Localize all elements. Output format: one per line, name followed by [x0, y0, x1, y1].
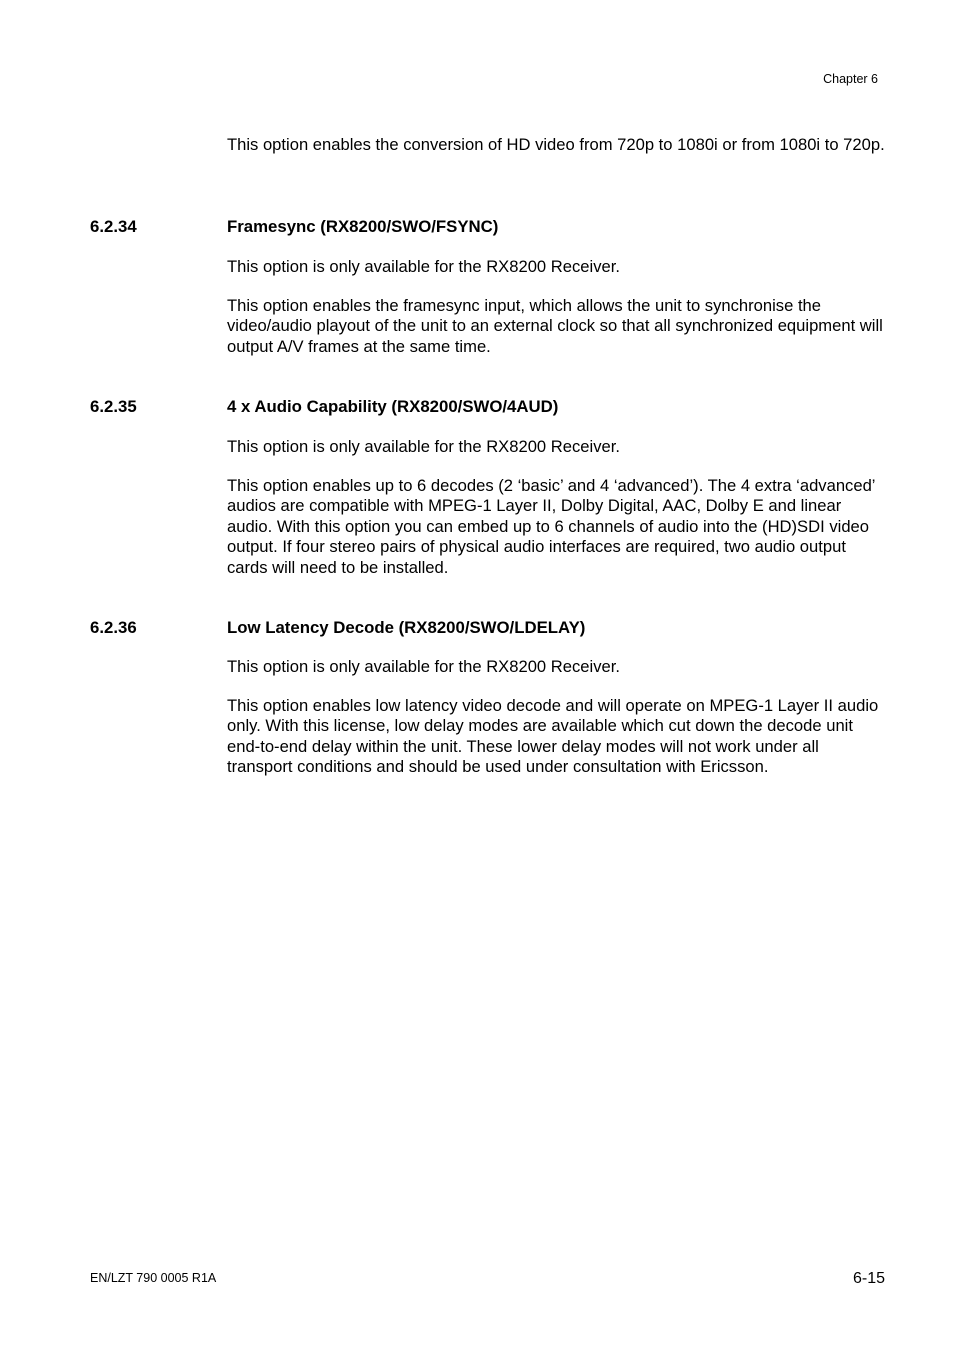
section-paragraph: This option is only available for the RX8200 Receiver. — [227, 257, 620, 276]
footer-page-number: 6-15 — [852, 1270, 885, 1287]
section-title: Framesync (RX8200/SWO/FSYNC) — [227, 217, 499, 236]
section-paragraph: This option is only available for the RX8200 Receiver. — [227, 657, 620, 676]
section-paragraph: This option is only available for the RX8200 Receiver. — [227, 437, 620, 456]
section-title: Low Latency Decode (RX8200/SWO/LDELAY) — [227, 618, 586, 637]
footer-document-id: EN/LZT 790 0005 R1A — [90, 1271, 217, 1285]
section-paragraph: This option enables the framesync input, which allows the unit to synchronise the video/audio playout of the unit to an external clock so that all synchronized equipment will output A/V frames at the same time. — [227, 296, 883, 356]
intro-paragraph: This option enables the conversion of HD video from 720p to 1080i or from 1080i to 720p. — [227, 135, 885, 154]
section-paragraph: This option enables low latency video decode and will operate on MPEG-1 Layer II audio only. With this license, low delay modes are available which cut down the decode unit end-to-end delay within the unit. These lower delay modes will not work under all transport conditions and should be used under consultation with Ericsson. — [227, 696, 879, 777]
section-number: 6.2.34 — [90, 217, 137, 236]
section-number: 6.2.35 — [90, 397, 137, 416]
section-number: 6.2.36 — [90, 618, 137, 637]
running-header-chapter: Chapter 6 — [823, 72, 878, 86]
section-title: 4 x Audio Capability (RX8200/SWO/4AUD) — [227, 397, 559, 416]
section-paragraph: This option enables up to 6 decodes (2 ‘basic’ and 4 ‘advanced’). The 4 extra ‘advanced’ audios are compatible with MPEG-1 Layer II, Dolby Digital, AAC, Dolby E and linear audio. With this option you can embed up to 6 channels of audio into the (HD)SDI video output. If four stereo pairs of physical audio interfaces are required, two audio output cards will need to be installed. — [227, 476, 875, 577]
